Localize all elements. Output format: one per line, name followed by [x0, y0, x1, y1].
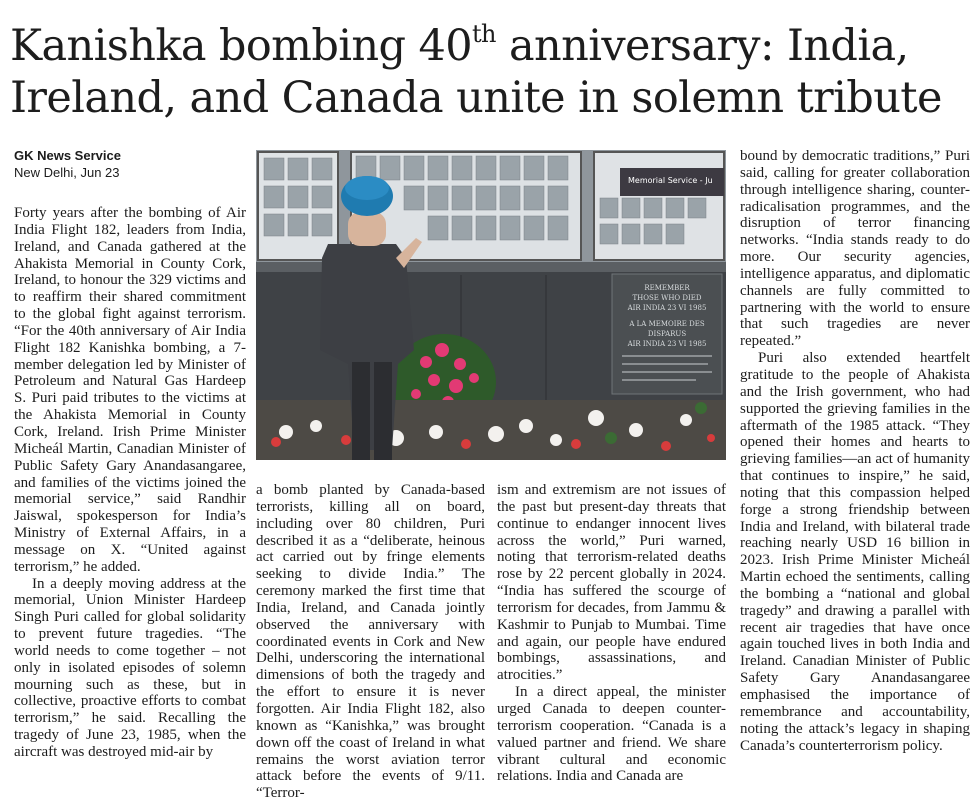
news-source: GK News Service	[14, 148, 121, 163]
plaque-line: REMEMBER	[644, 284, 690, 292]
paragraph: bound by democratic traditions,” Puri said, calling for greater collaboration through intelligence sharing, counter-radicalisation programmes, and the disruption of terror financing networks. “India stands ready to do more. Our security agencies, intelligence apparatus, and diplomatic channels are fully committed to partnering with the world to ensure that such tragedies are never repeated.”	[740, 148, 970, 350]
plaque-line: DISPARUS	[647, 330, 687, 338]
headline	[10, 20, 970, 124]
memorial-photo	[256, 150, 726, 460]
paragraph: In a deeply moving address at the memorial, Union Minister Hardeep Singh Puri called for global solidarity to prevent future tragedies. “The world needs to come together – not only in isolated episodes of solemn mourning such as these, but in collective, proactive efforts to combat terrorism,” he said. Recalling the tragedy of June 23, 1985, when the aircraft was destroyed mid-air by	[14, 575, 246, 760]
article-column-3	[497, 482, 726, 785]
memorial-photo-illustration	[256, 150, 726, 460]
headline-superscript: th	[472, 20, 496, 48]
plaque-line: A LA MEMOIRE DES	[629, 320, 705, 328]
article-column-2	[256, 482, 485, 802]
banner-text: Memorial Service - Ju	[628, 176, 713, 185]
byline	[14, 148, 246, 181]
paragraph: Puri also extended heartfelt gratitude to the people of Ahakista and the Irish government, who had supported the grieving families in the aftermath of the 1985 attack. “They opened their homes and hearts to grieving families—an act of humanity that continues to inspire,” he said, noting that this compassion helped forge a strong friendship between India and Ireland, with bilateral trade reaching nearly USD 16 billion in 2023. Irish Prime Minister Micheál Martin echoed the sentiments, calling the bombing a “national and global tragedy” and drawing a parallel with recent air tragedies that have once again touched lives in both India and Ireland. Canadian Minister of Public Safety Gary Anandasangaree emphasised the importance of remembrance and accountability, noting the attack’s legacy in shaping Canada’s counterterrorism policy.	[740, 350, 970, 754]
plaque-line: THOSE WHO DIED	[632, 294, 702, 302]
paragraph: a bomb planted by Canada-based terrorists, killing all on board, including over 80 children, Puri described it as a “deliberate, heinous act carried out by fringe elements seeking to divide India.” The ceremony marked the first time that India, Ireland, and Canada jointly observed the anniversary with coordinated events in Cork and New Delhi, underscoring the international dimensions of both the tragedy and the effort to ensure it is never forgotten. Air India Flight 182, also known as “Kanishka,” was brought down off the coast of Ireland in what remains the worst aviation terror attack before the events of 9/11. “Terror-	[256, 482, 485, 802]
article-column-4	[740, 148, 970, 754]
dateline: New Delhi, Jun 23	[14, 165, 120, 180]
paragraph: Forty years after the bombing of Air India Flight 182, leaders from India, Ireland, and Canada gathered at the Ahakista Memorial in County Cork, Ireland, to honour the 329 victims and to reaffirm their shared commitment to the global fight against terrorism. “For the 40th anniversary of Air India Flight 182 Kanishka bombing, a 7-member delegation led by Minister of Petroleum and Natural Gas Hardeep S. Puri paid tributes to the victims at the Ahakista Memorial in County Cork, Ireland. Irish Prime Minister Micheál Martin, Canadian Minister of Public Safety Gary Anandasangaree, and families of the victims joined the memorial service,” said Randhir Jaiswal, spokesperson for India’s Ministry of External Affairs, in a message on X. “United against terrorism,” he added.	[14, 205, 246, 575]
paragraph: In a direct appeal, the minister urged Canada to deepen counter-terrorism cooperation. “Canada is a valued partner and friend. We share vibrant cultural and economic relations. India and Canada are	[497, 684, 726, 785]
article-column-1	[14, 148, 246, 761]
plaque-line: AIR INDIA 23 VI 1985	[627, 340, 707, 348]
plaque-line: AIR INDIA 23 VI 1985	[627, 304, 707, 312]
paragraph: ism and extremism are not issues of the past but present-day threats that continue to endanger innocent lives across the world,” Puri warned, noting that terrorism-related deaths rose by 22 percent globally in 2024. “India has suffered the scourge of terrorism for decades, from Jammu & Kashmir to Punjab to Mumbai. Time and again, our people have endured bombings, assassinations, and atrocities.”	[497, 482, 726, 684]
headline-part2: anniversary: India, Ireland, and Canada unite in solemn tribute	[10, 21, 942, 123]
headline-part1: Kanishka bombing 40	[10, 21, 472, 71]
